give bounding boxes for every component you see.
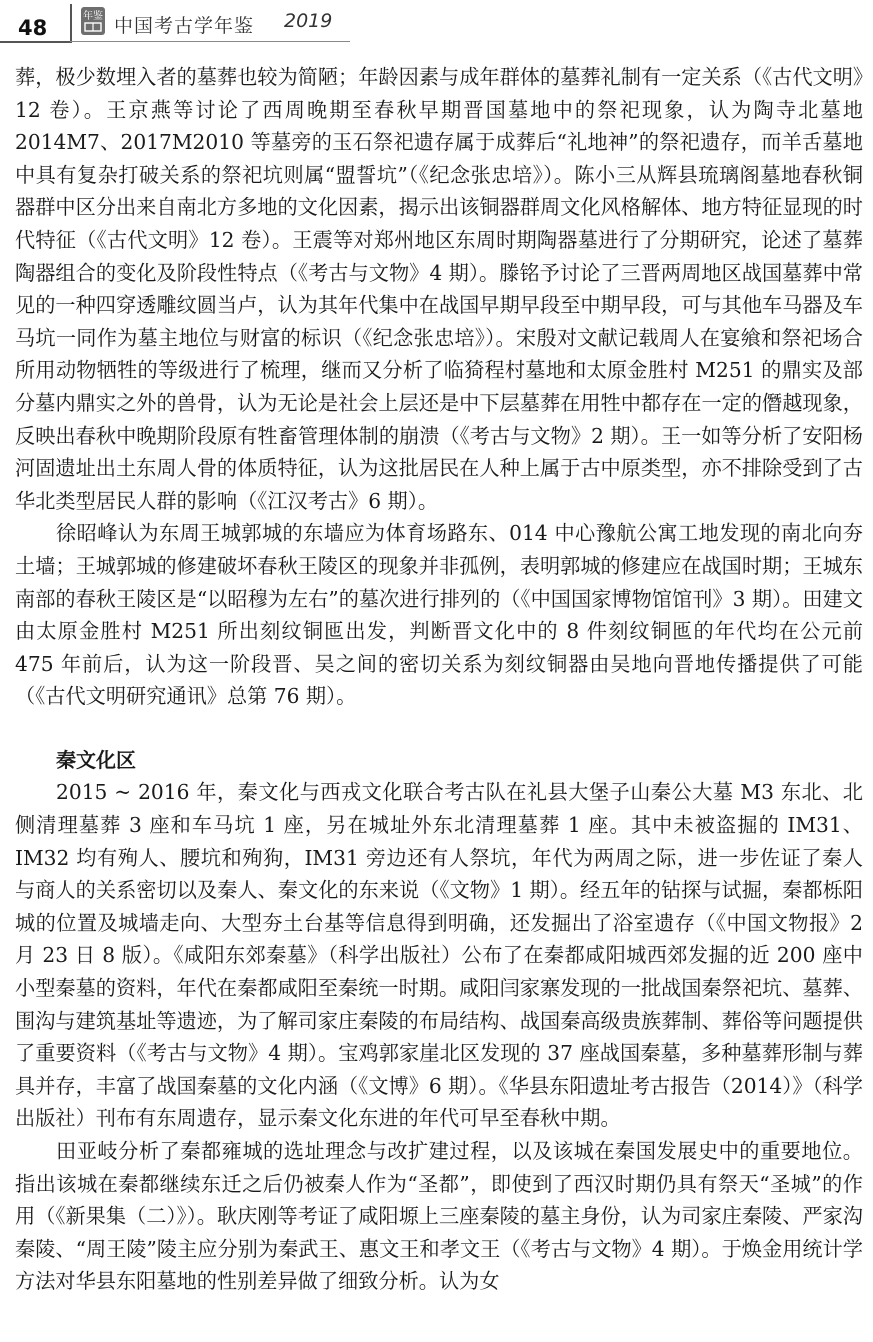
body-paragraph: 田亚岐分析了秦都雍城的选址理念与改扩建过程，以及该城在秦国发展史中的重要地位。指出该城在秦都继续东迁之后仍被秦人作为“圣都”，即使到了西汉时期仍具有祭天“圣城”的作用（《新果集（二）》）。耿庆刚等考证了咸阳塬上三座秦陵的墓主身份，认为司家庄秦陵、严家沟秦陵、“周王陵”陵主应分别为秦武王、惠文王和孝文王（《考古与文物》4 期）。于焕金用统计学方法对华县东阳墓地的性别差异做了细致分析。认为女 <box>15 1139 863 1294</box>
header-rule-left <box>0 41 70 43</box>
page-number: 48 <box>18 16 48 40</box>
header-rule-right <box>70 41 350 42</box>
section-heading: 秦文化区 <box>56 747 136 772</box>
body-paragraph: 葬，极少数埋入者的墓葬也较为简陋；年龄因素与成年群体的墓葬礼制有一定关系（《古代文明》12 卷）。王京燕等讨论了西周晚期至春秋早期晋国墓地中的祭祀现象，认为陶寺北墓地 2014M7、2017M2010 等墓旁的玉石祭祀遗存属于成葬后“礼地神”的祭祀遗存，而羊舌墓地中具有复杂打破关系的祭祀坑则属“盟誓坑”（《纪念张忠培》）。陈小三从辉县琉璃阁墓地春秋铜器群中区分出来自南北方多地的文化因素，揭示出该铜器群周文化风格解体、地方特征显现的时代特征（《古代文明》12 卷）。王震等对郑州地区东周时期陶器墓进行了分期研究，论述了墓葬陶器组合的变化及阶段性特点（《考古与文物》4 期）。滕铭予讨论了三晋两周地区战国墓葬中常见的一种四穿透雕纹圆当卢，认为其年代集中在战国早期早段至中期早段，可与其他车马器及车马坑一同作为墓主地位与财富的标识（《纪念张忠培》）。宋殷对文献记载周人在宴飨和祭祀场合所用动物牺牲的等级进行了梳理，继而又分析了临猗程村墓地和太原金胜村 M251 的鼎实及部分墓内鼎实之外的兽骨，认为无论是社会上层还是中下层墓葬在用牲中都存在一定的僭越现象，反映出春秋中晚期阶段原有牲畜管理体制的崩溃（《考古与文物》2 期）。王一如等分析了安阳杨河固遗址出土东周人骨的体质特征，认为这批居民在人种上属于古中原类型，亦不排除受到了古华北类型居民人群的影响（《江汉考古》6 期）。 <box>15 65 863 513</box>
header-divider <box>70 4 72 43</box>
article-body <box>15 61 863 1298</box>
svg-text:年鉴: 年鉴 <box>83 11 103 22</box>
journal-title: 中国考古学年鉴 <box>114 15 255 37</box>
body-paragraph: 徐昭峰认为东周王城郭城的东墙应为体育场路东、014 中心豫航公寓工地发现的南北向夯土墙；王城郭城的修建破坏春秋王陵区的现象并非孤例，表明郭城的修建应在战国时期；王城东南部的春秋王陵区是“以昭穆为左右”的墓次进行排列的（《中国国家博物馆馆刊》3 期）。田建文由太原金胜村 M251 所出刻纹铜匜出发，判断晋文化中的 8 件刻纹铜匜的年代均在公元前 475 年前后，认为这一阶段晋、吴之间的密切关系为刻纹铜器由吴地向晋地传播提供了可能（《古代文明研究通讯》总第 76 期）。 <box>15 521 863 709</box>
journal-year: 2019 <box>284 10 333 32</box>
running-header <box>0 0 873 50</box>
section-spacer <box>15 713 863 744</box>
yearbook-logo-icon <box>80 6 106 36</box>
body-paragraph: 2015 ~ 2016 年，秦文化与西戎文化联合考古队在礼县大堡子山秦公大墓 M3 东北、北侧清理墓葬 3 座和车马坑 1 座，另在城址外东北清理墓葬 1 座。其中未被盗掘的 IM31、IM32 均有殉人、腰坑和殉狗，IM31 旁边还有人祭坑，年代为两周之际，进一步佐证了秦人与商人的关系密切以及秦人、秦文化的东来说（《文物》1 期）。经五年的钻探与试掘，秦都栎阳城的位置及城墙走向、大型夯土台基等信息得到明确，还发掘出了浴室遗存（《中国文物报》2 月 23 日 8 版）。《咸阳东郊秦墓》（科学出版社）公布了在秦都咸阳城西郊发掘的近 200 座中小型秦墓的资料，年代在秦都咸阳至秦统一时期。咸阳闫家寨发现的一批战国秦祭祀坑、墓葬、围沟与建筑基址等遗迹，为了解司家庄秦陵的布局结构、战国秦高级贵族葬制、葬俗等问题提供了重要资料（《考古与文物》4 期）。宝鸡郭家崖北区发现的 37 座战国秦墓，多种墓葬形制与葬具并存，丰富了战国秦墓的文化内涵（《文博》6 期）。《华县东阳遗址考古报告（2014）》（科学出版社）刊布有东周遗存，显示秦文化东进的年代可早至春秋中期。 <box>15 780 863 1131</box>
